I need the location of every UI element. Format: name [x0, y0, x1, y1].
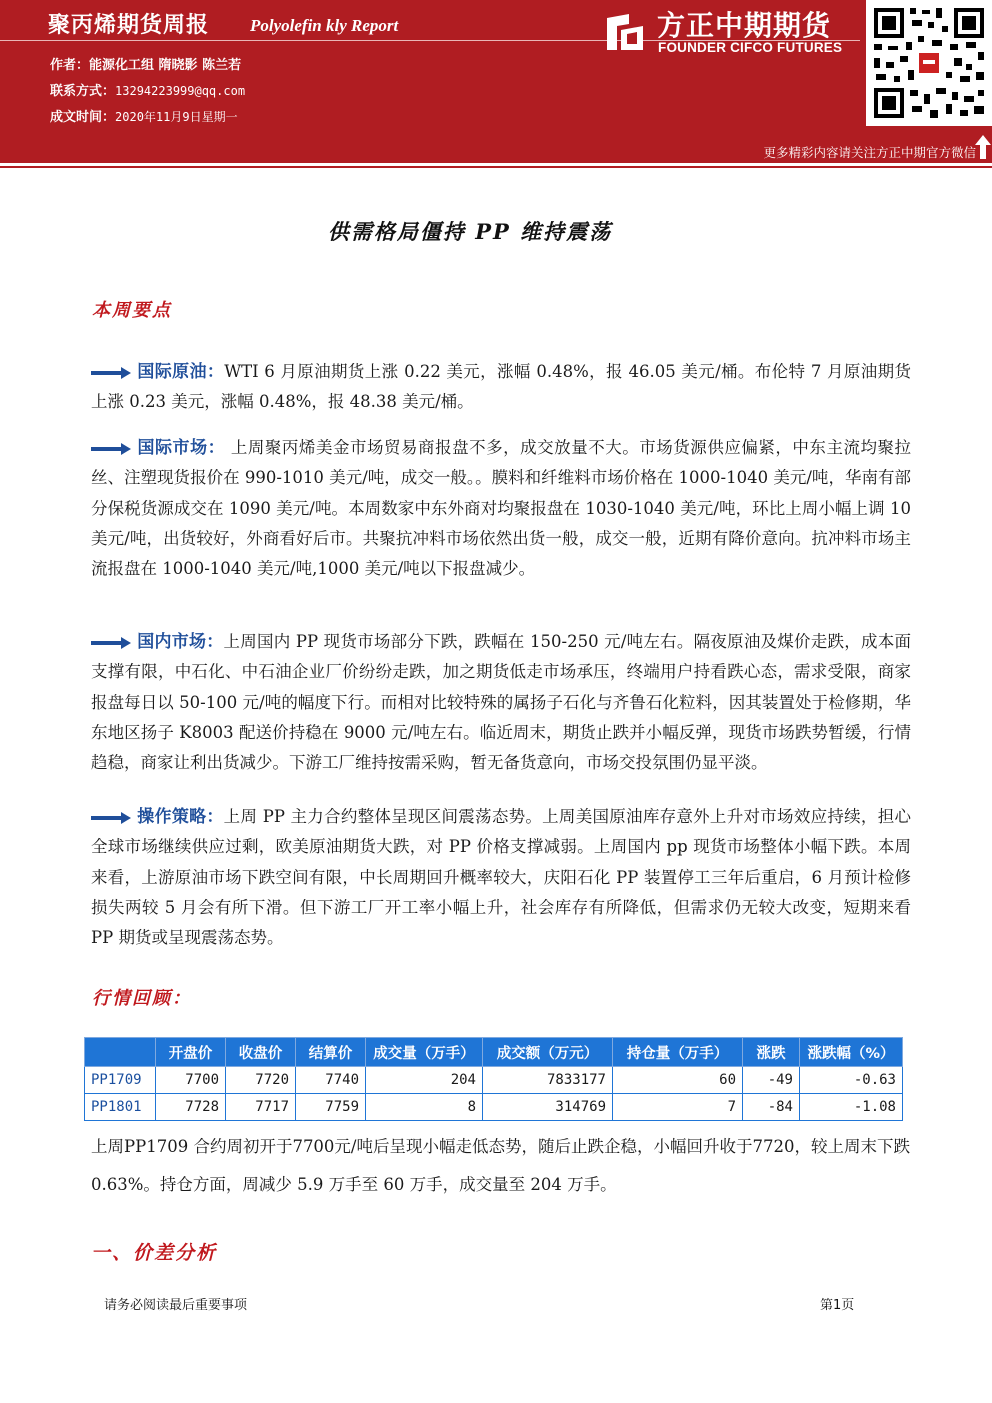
table-header-row: [85, 1038, 903, 1067]
table-cell: PP1709: [85, 1067, 156, 1094]
table-header-cell: 成交量（万手）: [366, 1038, 483, 1067]
table-cell: 7728: [156, 1094, 226, 1121]
section-market-review: 行情回顾：: [92, 988, 192, 1009]
table-header-cell: 涨跌: [743, 1038, 800, 1067]
table-cell: 7717: [226, 1094, 296, 1121]
bullet-arrow-icon: [91, 443, 131, 455]
table-row: [85, 1067, 903, 1094]
contact-email[interactable]: 13294223999@qq.com: [115, 84, 246, 98]
arrow-up-icon: [974, 134, 992, 160]
paragraph-lead: 国际原油：: [137, 362, 225, 382]
paragraph-international-market: [91, 433, 911, 584]
table-header-cell: 持仓量（万手）: [613, 1038, 743, 1067]
header-underline: [0, 166, 992, 168]
paragraph-lead: 操作策略：: [137, 807, 224, 827]
company-name-cn: 方正中期期货: [657, 9, 832, 42]
table-header-cell: 结算价: [296, 1038, 366, 1067]
contact-line: [50, 80, 245, 99]
table-header-cell: 涨跌幅（%）: [800, 1038, 903, 1067]
authors: 能源化工组 隋晓影 陈兰若: [89, 58, 242, 73]
table-cell: 7759: [296, 1094, 366, 1121]
table-cell: 7700: [156, 1067, 226, 1094]
wechat-follow-note: 更多精彩内容请关注方正中期官方微信: [763, 145, 976, 160]
table-header-cell: 成交额（万元）: [483, 1038, 613, 1067]
table-cell: -84: [743, 1094, 800, 1121]
table-header-cell: 收盘价: [226, 1038, 296, 1067]
table-cell: 204: [366, 1067, 483, 1094]
table-cell: -1.08: [800, 1094, 903, 1121]
section-key-points: 本周要点: [92, 300, 172, 321]
table-cell: PP1801: [85, 1094, 156, 1121]
paragraph-strategy: [91, 802, 911, 953]
page-number: 第1页: [820, 1298, 855, 1313]
table-cell: 60: [613, 1067, 743, 1094]
contact-label: 联系方式：: [50, 84, 116, 99]
author-line: [50, 54, 241, 73]
paragraph-text: 上周国内 PP 现货市场部分下跌，跌幅在 150-250 元/吨左右。隔夜原油及煤价走跌，成本面支撑有限，中石化、中石油企业厂价纷纷走跌，加之期货低走市场承压，终端用户持看跌心态，需求受限，商家报盘每日以 50-100 元/吨的幅度下行。而相对比较特殊的属扬子石化与齐鲁石化粒料，因其装置处于检修期，华东地区扬子 K8003 配送价持稳在 9000 元/吨左右。临近周末，期货止跌并小幅反弹，现货市场跌势暂缓，行情趋稳，商家让利出货减少。下游工厂维持按需采购，暂无备货意向，市场交投氛围仍显平淡。: [91, 632, 912, 773]
paragraph-text: WTI 6 月原油期货上涨 0.22 美元，涨幅 0.48%，报 46.05 美元/桶。布伦特 7 月原油期货上涨 0.23 美元，涨幅 0.48%，报 48.38 美元/桶。: [91, 362, 912, 412]
table-header-cell: 开盘价: [156, 1038, 226, 1067]
table-row: [85, 1094, 903, 1121]
market-summary: 上周PP1709 合约周初开于7700元/吨后呈现小幅走低态势，随后止跌企稳，小幅回升收于7720，较上周末下跌 0.63%。持仓方面，周减少 5.9 万手至 60 万手，成交量至 204 万手。: [91, 1137, 910, 1194]
paragraph-crude-oil: [91, 357, 911, 418]
table-cell: 8: [366, 1094, 483, 1121]
table-header-cell: [85, 1038, 156, 1067]
date-line: [50, 106, 238, 125]
author-label: 作者：: [50, 58, 90, 73]
report-header: [0, 0, 992, 163]
report-date: 2020年11月9日星期一: [115, 110, 238, 124]
qr-code-icon[interactable]: [866, 0, 992, 126]
table-cell: -49: [743, 1067, 800, 1094]
table-cell: 7720: [226, 1067, 296, 1094]
quote-table: [84, 1037, 903, 1121]
paragraph-lead: 国际市场：: [137, 438, 226, 458]
report-subtitle: Polyolefin kly Report: [250, 16, 399, 35]
table-cell: -0.63: [800, 1067, 903, 1094]
table-cell: 7833177: [483, 1067, 613, 1094]
paragraph-domestic-market: [91, 627, 911, 778]
table-cell: 7: [613, 1094, 743, 1121]
company-name-en: FOUNDER CIFCO FUTURES: [658, 40, 843, 55]
table-cell: 7740: [296, 1067, 366, 1094]
paragraph-text: 上周聚丙烯美金市场贸易商报盘不多，成交放量不大。市场货源供应偏紧，中东主流均聚拉丝、注塑现货报价在 990-1010 美元/吨，成交一般。。膜料和纤维料市场价格在 1000-1040 美元/吨，华南有部分保税货源成交在 1090 美元/吨。本周数家中东外商对均聚报盘在 1030-1040 美元/吨，环比上周小幅上调 10 美元/吨，出货较好，外商看好后市。共聚抗冲料市场依然出货一般，成交一般，近期有降价意向。抗冲料市场主流报盘在 1000-1040 美元/吨,1000 美元/吨以下报盘减少。: [91, 438, 912, 579]
date-label: 成文时间：: [50, 110, 116, 125]
bullet-arrow-icon: [91, 637, 131, 649]
paragraph-text: 上周 PP 主力合约整体呈现区间震荡态势。上周美国原油库存意外上升对市场效应持续，担心全球市场继续供应过剩，欧美原油期货大跌，对 PP 价格支撑减弱。上周国内 pp 现货市场整体小幅下跌。本周来看，上游原油市场下跌空间有限，中长周期回升概率较大，庆阳石化 PP 装置停工三年后重启，6 月预计检修损失两较 5 月会有所下滑。但下游工厂开工率小幅上升，社会库存有所降低，但需求仍无较大改变，短期来看 PP 期货或呈现震荡态势。: [91, 807, 911, 948]
bullet-arrow-icon: [91, 812, 131, 824]
table-cell: 314769: [483, 1094, 613, 1121]
paragraph-lead: 国内市场：: [137, 632, 224, 652]
report-title: 聚丙烯期货周报: [48, 13, 210, 38]
section-spread-analysis: 一、价差分析: [91, 1242, 218, 1264]
footer-notice[interactable]: 请务必阅读最后重要事项: [104, 1298, 248, 1313]
founder-logo-icon: [603, 10, 647, 54]
main-title: 供需格局僵持 PP 维持震荡: [327, 219, 613, 244]
bullet-arrow-icon: [91, 367, 131, 379]
